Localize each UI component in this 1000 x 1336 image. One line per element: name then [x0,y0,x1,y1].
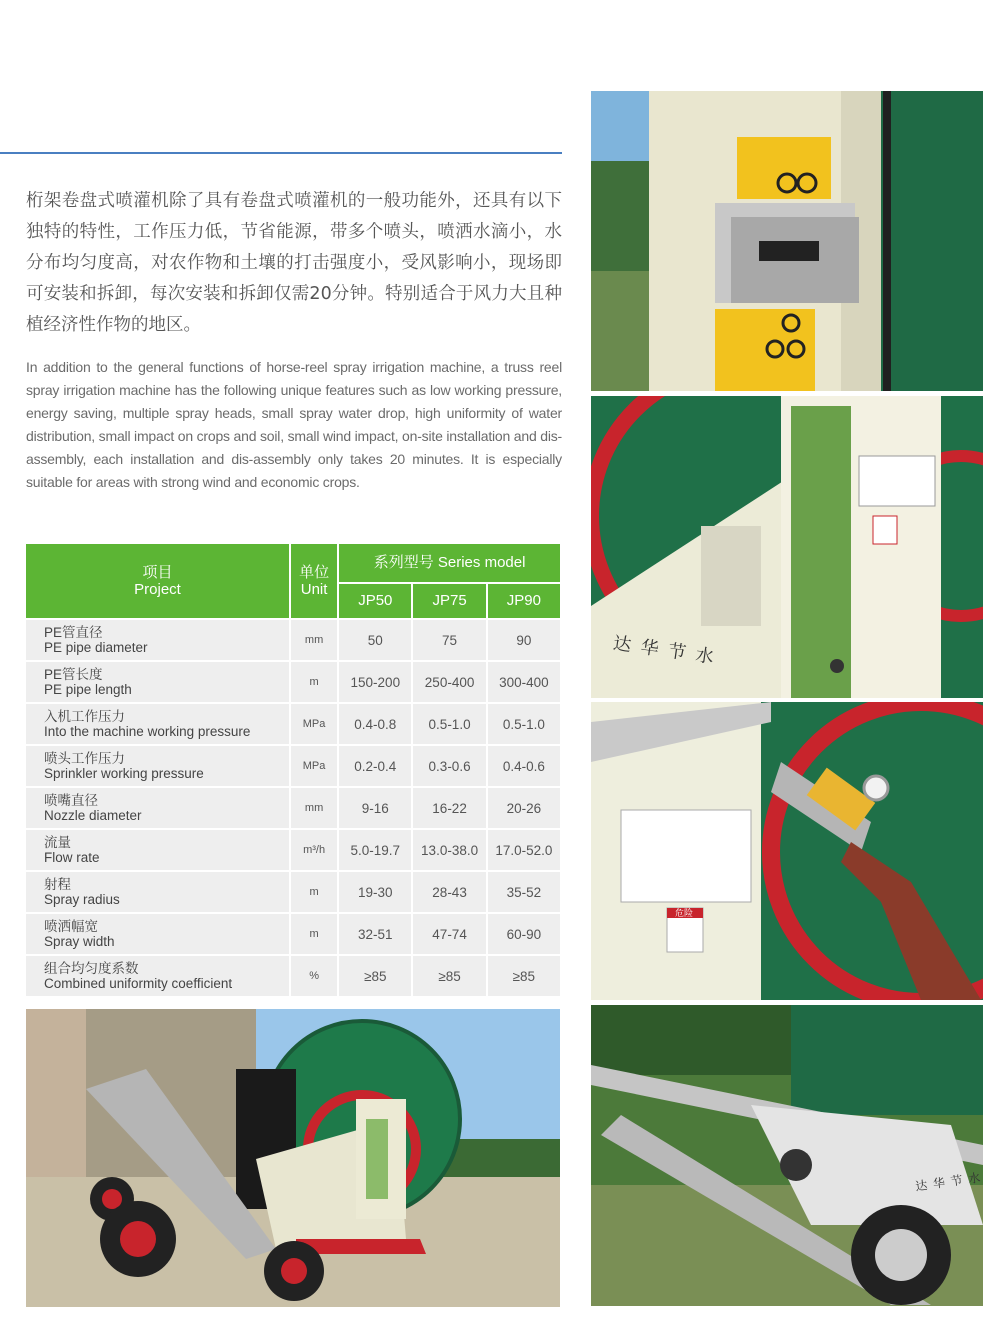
row-project-cn: PE管长度 [44,667,103,682]
photo-side-panel [591,396,983,698]
photo-full-machine [26,1009,560,1307]
row-project-en: Nozzle diameter [44,808,142,823]
row-value-cell: 50 [339,620,411,660]
row-project-cn: 射程 [44,877,71,892]
row-project-cn: PE管直径 [44,625,103,640]
danger-label: 危险 [675,909,694,919]
row-value-cell: 9-16 [339,788,411,828]
brand-text-panel: 达 华 节 水 [611,632,717,669]
row-project-cn: 喷嘴直径 [44,793,98,808]
row-value-cell: 47-74 [413,914,485,954]
row-value-cell: 35-52 [488,872,560,912]
table-row [26,872,560,912]
row-project-cell [26,872,289,912]
table-row [26,830,560,870]
row-value-cell: 75 [413,620,485,660]
photo-chassis-wheel [591,1005,983,1306]
row-unit-cell: m [291,872,337,912]
table-row [26,704,560,744]
row-value-cell: ≥85 [488,956,560,996]
row-project-cn: 流量 [44,835,71,850]
row-value-cell: ≥85 [413,956,485,996]
header-model-jp50: JP50 [339,584,411,618]
row-value-cell: ≥85 [339,956,411,996]
header-project: 项目 Project [26,544,289,618]
row-project-en: Combined uniformity coefficient [44,976,233,991]
table-row [26,620,560,660]
header-unit: 单位 Unit [291,544,337,618]
row-value-cell: 32-51 [339,914,411,954]
row-unit-cell: mm [291,620,337,660]
row-project-cn: 喷洒幅宽 [44,919,98,934]
intro-chinese-paragraph: 桁架卷盘式喷灌机除了具有卷盘式喷灌机的一般功能外，还具有以下独特的特性，工作压力低，节省能源，带多个喷头，喷洒水滴小，水分布均匀度高，对农作物和土壤的打击强度小，受风影响小，现场即可安装和拆卸，每次安装和拆卸仅需20分钟。特别适合于风力大且种植经济性作物的地区。 [26,191,562,335]
table-row [26,788,560,828]
row-value-cell: 300-400 [488,662,560,702]
row-value-cell: 0.4-0.8 [339,704,411,744]
row-unit-cell: m [291,662,337,702]
row-project-cn: 喷头工作压力 [44,751,125,766]
row-value-cell: 90 [488,620,560,660]
row-value-cell: 60-90 [488,914,560,954]
row-project-cell [26,662,289,702]
row-value-cell: 16-22 [413,788,485,828]
row-value-cell: 0.5-1.0 [488,704,560,744]
row-project-cell [26,746,289,786]
row-value-cell: 13.0-38.0 [413,830,485,870]
row-project-cn: 入机工作压力 [44,709,125,724]
row-unit-cell: m³/h [291,830,337,870]
row-project-en: Spray radius [44,892,120,907]
top-divider-line [0,152,562,154]
row-project-cell [26,956,289,996]
intro-english-paragraph: In addition to the general functions of horse-reel spray irrigation machine, a truss reel spray irrigation machine has the following unique features such as low working pressure, energy saving, multiple spray heads, small spray water drop, high uniformity of water distribution, small impact on crops and soil, small wind impact, on-site installation and dis-assembly, each installation and dis-assembly only takes 20 minutes. It is especially suitable for areas with strong wind and economic crops. [26,359,562,490]
row-value-cell: 0.2-0.4 [339,746,411,786]
header-model-jp90: JP90 [488,584,560,618]
row-value-cell: 150-200 [339,662,411,702]
row-project-en: Into the machine working pressure [44,724,251,739]
row-project-cell [26,914,289,954]
row-project-en: Sprinkler working pressure [44,766,204,781]
row-value-cell: 5.0-19.7 [339,830,411,870]
header-model-jp75: JP75 [413,584,485,618]
table-row [26,914,560,954]
row-value-cell: 17.0-52.0 [488,830,560,870]
row-value-cell: 0.3-0.6 [413,746,485,786]
row-value-cell: 250-400 [413,662,485,702]
table-row [26,662,560,702]
row-unit-cell: % [291,956,337,996]
row-value-cell: 20-26 [488,788,560,828]
row-project-cell [26,830,289,870]
row-project-cell [26,788,289,828]
row-value-cell: 0.5-1.0 [413,704,485,744]
photo-control-box [591,91,983,391]
row-unit-cell: m [291,914,337,954]
row-unit-cell: MPa [291,746,337,786]
spec-table [24,542,562,998]
photo-pressure-gauge [591,702,983,1000]
row-value-cell: 0.4-0.6 [488,746,560,786]
row-project-cn: 组合均匀度系数 [44,961,139,976]
table-row [26,956,560,996]
row-project-en: Spray width [44,934,115,949]
brand-text-chassis: 达 华 节 水 [914,1170,983,1194]
table-row [26,746,560,786]
row-project-cell [26,620,289,660]
row-value-cell: 28-43 [413,872,485,912]
row-project-en: Flow rate [44,850,100,865]
row-value-cell: 19-30 [339,872,411,912]
row-project-en: PE pipe length [44,682,132,697]
row-unit-cell: MPa [291,704,337,744]
row-project-cell [26,704,289,744]
header-series-model: 系列型号 Series model [339,544,560,582]
row-project-en: PE pipe diameter [44,640,148,655]
row-unit-cell: mm [291,788,337,828]
